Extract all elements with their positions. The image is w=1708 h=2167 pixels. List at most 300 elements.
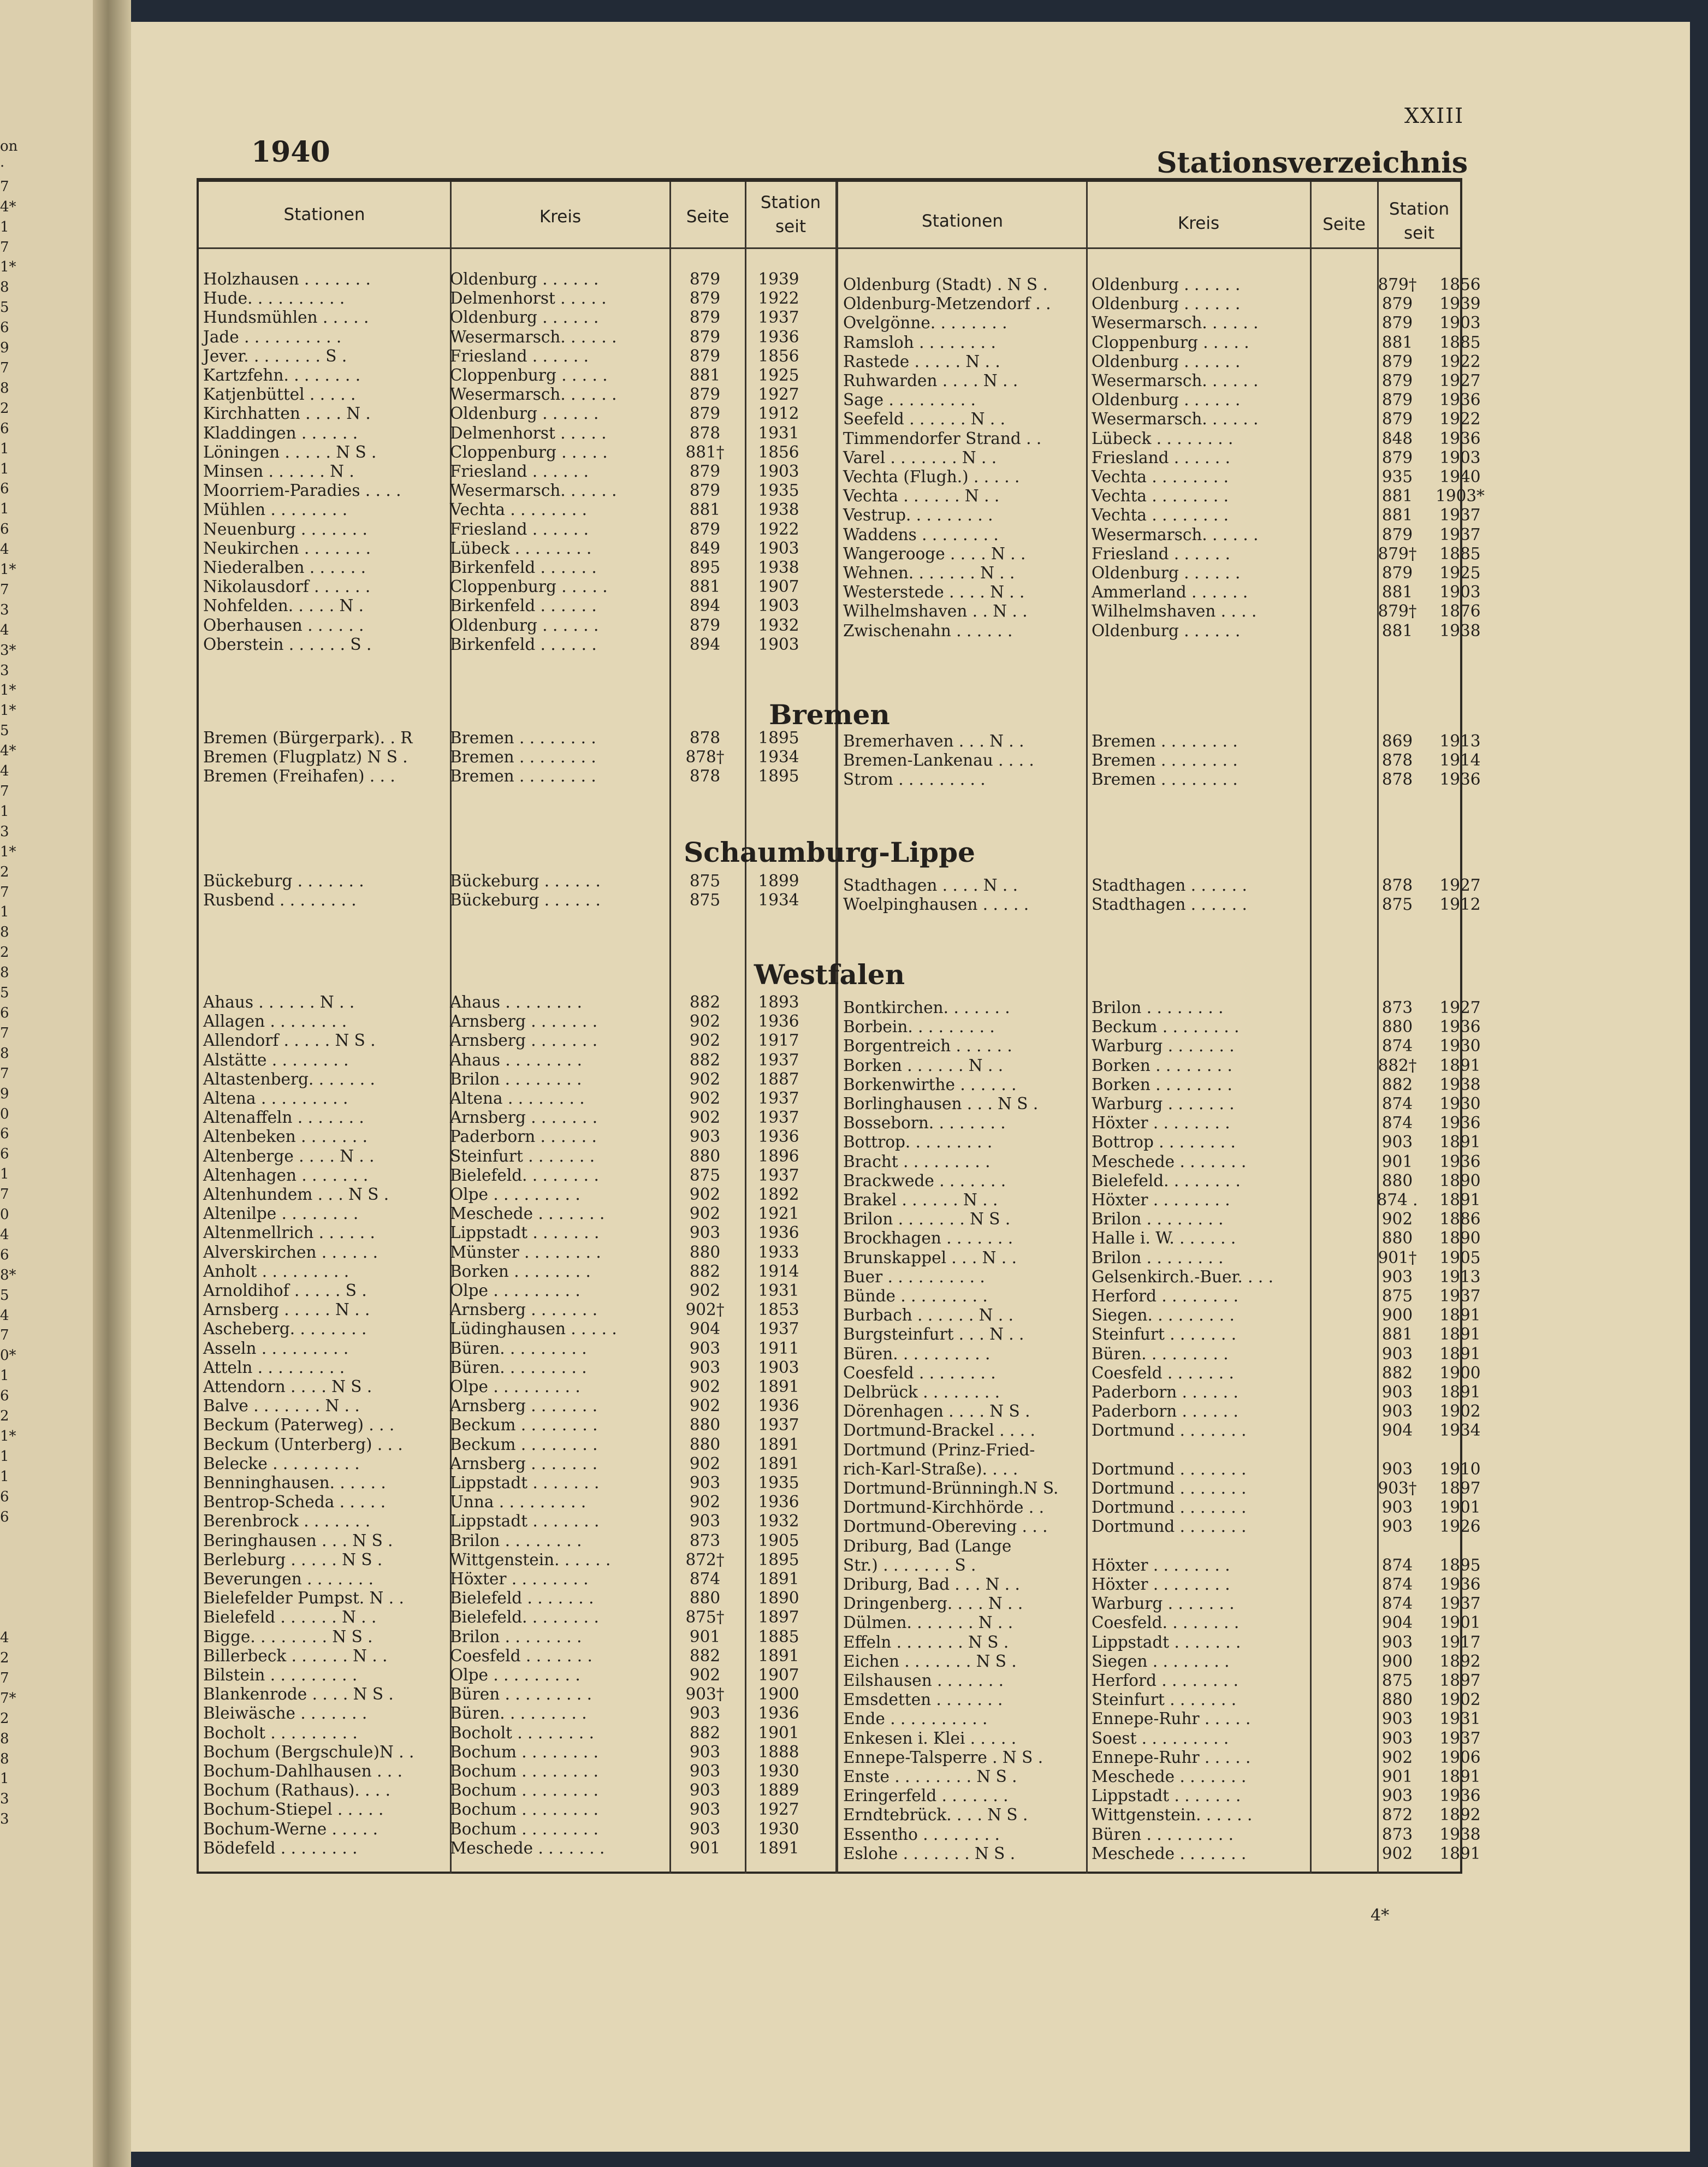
left-page-char: 4: [0, 541, 9, 558]
kreis-name: Oldenburg . . . . . .: [1092, 564, 1241, 582]
kreis-name: Coesfeld. . . . . . . .: [1092, 1613, 1240, 1632]
kreis-name: Wittgenstein. . . . . .: [450, 1550, 611, 1569]
station-name: Driburg, Bad (Lange: [843, 1536, 1012, 1555]
kreis-name: Friesland . . . . . .: [1092, 544, 1231, 563]
seite-value: 872†: [685, 1550, 725, 1569]
seit-year: 1912: [1439, 895, 1481, 914]
seite-value: 869: [1381, 732, 1413, 750]
seit-year: 1936: [1439, 1114, 1481, 1133]
seit-year: 1935: [758, 481, 799, 500]
seite-value: 880: [1381, 1171, 1413, 1190]
station-name: Wangerooge . . . . N . .: [843, 544, 1026, 563]
seite-value: 882: [1381, 1363, 1413, 1382]
seite-value: 879: [689, 308, 721, 327]
station-name: Dortmund-Obereving . . .: [843, 1517, 1048, 1536]
kreis-name: Brilon . . . . . . . .: [450, 1069, 582, 1088]
seit-year: 1895: [1439, 1555, 1481, 1574]
seit-year: 1934: [758, 891, 799, 910]
seit-year: 1903: [758, 1358, 799, 1377]
seite-value: 875: [689, 1165, 721, 1185]
left-page-char: 1: [0, 501, 9, 518]
station-name: Bremerhaven . . . N . .: [843, 732, 1024, 750]
kreis-name: Lippstadt . . . . . . .: [450, 1473, 600, 1492]
kreis-name: Birkenfeld . . . . . .: [450, 558, 597, 577]
station-name: Jever. . . . . . . . S .: [203, 346, 347, 365]
kreis-name: Arnsberg . . . . . . .: [450, 1300, 598, 1319]
seite-value: 873: [689, 1531, 721, 1550]
seite-value: 901: [1381, 1152, 1413, 1171]
seite-value: 903: [1381, 1383, 1413, 1401]
kreis-name: Bocholt . . . . . . . .: [450, 1723, 595, 1742]
kreis-name: Friesland . . . . . .: [450, 519, 589, 538]
kreis-name: Bückeburg . . . . . .: [450, 891, 601, 910]
kreis-name: Höxter . . . . . . . .: [1092, 1114, 1230, 1133]
station-name: Berleburg . . . . . N S .: [203, 1550, 383, 1569]
seit-year: 1936: [1439, 770, 1481, 789]
seite-value: 902: [689, 1108, 721, 1127]
station-name: Allagen . . . . . . . .: [203, 1012, 347, 1031]
seit-year: 1895: [758, 729, 799, 747]
column-rule-center: [835, 182, 838, 1874]
station-name: Bödefeld . . . . . . . .: [203, 1838, 358, 1857]
station-name: Ende . . . . . . . . . .: [843, 1709, 988, 1728]
seite-value: 879: [689, 462, 721, 481]
kreis-name: Wesermarsch. . . . . .: [450, 385, 617, 404]
seit-year: 1936: [758, 1012, 799, 1031]
left-page-char: 8: [0, 924, 9, 941]
station-name: Nohfelden. . . . . N .: [203, 596, 364, 615]
station-name: Altena . . . . . . . . .: [203, 1089, 348, 1108]
kreis-name: Vechta . . . . . . . .: [1092, 487, 1229, 506]
station-name: Dortmund-Kirchhörde . .: [843, 1498, 1045, 1517]
seite-value: 903: [689, 1800, 721, 1819]
seite-value: 879†: [1378, 602, 1417, 621]
station-name: Stadthagen . . . . N . .: [843, 876, 1018, 895]
column-rule: [1086, 182, 1088, 1874]
kreis-name: Birkenfeld . . . . . .: [450, 635, 597, 654]
seite-value: 881†: [685, 442, 725, 461]
seit-year: 1934: [758, 748, 799, 767]
station-name: Eichen . . . . . . . N S .: [843, 1651, 1017, 1671]
kreis-name: Büren. . . . . . . . .: [450, 1704, 587, 1723]
seite-value: 880: [689, 1146, 721, 1165]
kreis-name: Bremen . . . . . . . .: [1092, 751, 1238, 770]
station-name: Burgsteinfurt . . . N . .: [843, 1325, 1024, 1344]
station-name: Altenhundem . . . N S .: [203, 1185, 389, 1204]
left-page-char: 7: [0, 1327, 9, 1344]
left-page-char: 1: [0, 218, 9, 235]
station-name: Ramsloh . . . . . . . .: [843, 333, 996, 352]
station-name: Bielefeld . . . . . . N . .: [203, 1608, 377, 1627]
seit-year: 1936: [1439, 429, 1481, 448]
kreis-name: Arnsberg . . . . . . .: [450, 1454, 598, 1473]
left-page-char: 1: [0, 803, 9, 820]
seit-year: 1891: [758, 1570, 799, 1588]
left-page-char: 6: [0, 1246, 9, 1263]
col-header-kreis: Kreis: [539, 207, 582, 227]
seit-year: 1931: [758, 1281, 799, 1300]
seite-value: 903: [689, 1127, 721, 1146]
seit-year: 1932: [758, 615, 799, 635]
station-name: Enste . . . . . . . . N S .: [843, 1767, 1017, 1786]
seite-value: 849: [689, 538, 721, 558]
station-name: Oberstein . . . . . . S .: [203, 635, 372, 654]
seite-value: 880: [1381, 1229, 1413, 1248]
kreis-name: Meschede . . . . . . .: [450, 1838, 605, 1857]
seit-year: 1937: [758, 1416, 799, 1435]
left-page-char: 8: [0, 279, 9, 296]
seite-value: 882: [689, 1646, 721, 1665]
kreis-name: Paderborn . . . . . .: [1092, 1402, 1238, 1421]
kreis-name: Wilhelmshaven . . . .: [1092, 602, 1257, 621]
seite-value: 879: [689, 289, 721, 308]
seite-value: 880: [689, 1589, 721, 1608]
kreis-name: Cloppenburg . . . . .: [450, 442, 608, 461]
seit-year: 1938: [1439, 621, 1481, 640]
left-page-char: 1*: [0, 561, 16, 578]
seit-year: 1905: [1439, 1248, 1481, 1267]
seit-year: 1853: [758, 1300, 799, 1319]
kreis-name: Wittgenstein. . . . . .: [1092, 1805, 1253, 1825]
seite-value: 894: [689, 596, 721, 615]
station-name: Asseln . . . . . . . . .: [203, 1339, 349, 1358]
kreis-name: Bielefeld. . . . . . . .: [1092, 1171, 1241, 1190]
station-name: Altenberge . . . . N . .: [203, 1146, 375, 1165]
seite-value: 875: [1381, 895, 1413, 914]
seit-year: 1891: [758, 1454, 799, 1473]
seite-value: 848: [1381, 429, 1413, 448]
kreis-name: Arnsberg . . . . . . .: [450, 1012, 598, 1031]
station-name: Kartzfehn. . . . . . . .: [203, 366, 361, 384]
kreis-name: Brilon . . . . . . . .: [450, 1627, 582, 1646]
kreis-name: Bochum . . . . . . . .: [450, 1781, 598, 1800]
kreis-name: Bielefeld. . . . . . . .: [450, 1608, 599, 1627]
station-name: Kladdingen . . . . . .: [203, 423, 358, 442]
kreis-name: Bottrop . . . . . . . .: [1092, 1133, 1236, 1152]
seite-value: 900: [1381, 1306, 1413, 1325]
kreis-name: Wesermarsch. . . . . .: [1092, 410, 1259, 429]
seite-value: 903: [1381, 1498, 1413, 1517]
kreis-name: Coesfeld . . . . . . .: [450, 1646, 592, 1665]
seite-value: 901: [689, 1627, 721, 1646]
seite-value: 881: [1381, 621, 1413, 640]
left-page-char: 1: [0, 440, 9, 457]
seit-year: 1891: [1439, 1767, 1481, 1786]
station-name: Buer . . . . . . . . . .: [843, 1267, 985, 1286]
station-name: Rusbend . . . . . . . .: [203, 891, 357, 910]
seit-year: 1936: [758, 1493, 799, 1512]
kreis-name: Bremen . . . . . . . .: [1092, 770, 1238, 789]
kreis-name: Borken . . . . . . . .: [1092, 1056, 1232, 1075]
seit-year: 1891: [758, 1838, 799, 1857]
station-name: Oldenburg (Stadt) . N S .: [843, 275, 1048, 294]
station-name: Altenilpe . . . . . . . .: [203, 1204, 359, 1223]
station-name: Bilstein . . . . . . . . .: [203, 1666, 358, 1684]
left-page-char: 1*: [0, 682, 16, 699]
kreis-name: Wesermarsch. . . . . .: [450, 481, 617, 500]
seit-year: 1891: [758, 1377, 799, 1396]
kreis-name: Lübeck . . . . . . . .: [450, 538, 592, 558]
kreis-name: Höxter . . . . . . . .: [1092, 1191, 1230, 1209]
kreis-name: Wesermarsch. . . . . .: [1092, 371, 1259, 390]
seite-value: 882: [689, 1262, 721, 1281]
left-page-char: 3: [0, 601, 9, 618]
station-name: Niederalben . . . . . .: [203, 558, 366, 577]
station-name: Allendorf . . . . . N S .: [203, 1031, 376, 1050]
seite-value: 902: [689, 1031, 721, 1050]
seite-value: 904: [689, 1319, 721, 1339]
left-page-char: 6: [0, 1388, 9, 1405]
left-page-char: 1*: [0, 702, 16, 719]
kreis-name: Büren. . . . . . . . .: [450, 1358, 587, 1377]
seit-year: 1891: [1439, 1344, 1481, 1363]
kreis-name: Warburg . . . . . . .: [1092, 1094, 1235, 1113]
station-name: Bremen (Freihafen) . . .: [203, 767, 395, 786]
station-name: Sage . . . . . . . . .: [843, 390, 976, 410]
seit-year: 1925: [1439, 564, 1481, 582]
left-page-char: 5: [0, 1287, 9, 1304]
station-name: Neuenburg . . . . . . .: [203, 519, 367, 538]
station-name: Balve . . . . . . . N . .: [203, 1396, 360, 1416]
station-table: [197, 178, 1485, 1874]
station-name: Varel . . . . . . . N . .: [843, 448, 997, 467]
kreis-name: Oldenburg . . . . . .: [1092, 294, 1241, 313]
kreis-name: Bochum . . . . . . . .: [450, 1762, 598, 1780]
kreis-name: Friesland . . . . . .: [450, 462, 589, 481]
seit-year: 1911: [758, 1339, 799, 1358]
kreis-name: Friesland . . . . . .: [450, 346, 589, 365]
kreis-name: Lippstadt . . . . . . .: [450, 1223, 600, 1242]
left-page-char: 9: [0, 340, 9, 357]
kreis-name: Oldenburg . . . . . .: [450, 308, 599, 327]
kreis-name: Beckum . . . . . . . .: [450, 1416, 598, 1435]
seit-year: 1891: [1439, 1383, 1481, 1401]
left-page-char: 4: [0, 1226, 9, 1243]
kreis-name: Altena . . . . . . . .: [450, 1089, 585, 1108]
seit-year: 1891: [758, 1646, 799, 1665]
seite-value: 881: [689, 366, 721, 384]
seit-year: 1936: [758, 1127, 799, 1146]
kreis-name: Büren . . . . . . . . .: [450, 1685, 592, 1704]
kreis-name: Dortmund . . . . . . .: [1092, 1421, 1247, 1440]
seite-value: 902: [689, 1204, 721, 1223]
seite-value: 879: [1381, 410, 1413, 429]
seit-year: 1903: [1439, 583, 1481, 602]
left-page-char: 1*: [0, 259, 16, 276]
seit-year: 1937: [758, 1089, 799, 1108]
station-name: Alverskirchen . . . . . .: [203, 1242, 378, 1262]
seite-value: 903: [689, 1819, 721, 1838]
book-spine: [93, 0, 131, 2167]
kreis-name: Ahaus . . . . . . . .: [450, 993, 583, 1011]
left-page-char: 7: [0, 1186, 9, 1203]
seit-year: 1902: [1439, 1402, 1481, 1421]
station-name: Zwischenahn . . . . . .: [843, 621, 1013, 640]
station-name: Westerstede . . . . N . .: [843, 583, 1025, 602]
seit-year: 1903: [758, 635, 799, 654]
seit-year: 1940: [1439, 467, 1481, 486]
seite-value: 903: [1381, 1728, 1413, 1748]
left-page-char: 1: [0, 1771, 9, 1787]
station-name: Arnsberg . . . . . N . .: [203, 1300, 370, 1319]
col-header-kreis-right: Kreis: [1177, 214, 1220, 233]
left-page-char: 2: [0, 400, 9, 417]
station-name: Seefeld . . . . . . N . .: [843, 410, 1006, 429]
kreis-name: Birkenfeld . . . . . .: [450, 596, 597, 615]
station-name: Bochum (Rathaus). . . .: [203, 1781, 391, 1800]
seit-year: 1936: [1439, 390, 1481, 410]
kreis-name: Olpe . . . . . . . . .: [450, 1666, 580, 1684]
kreis-name: Lippstadt . . . . . . .: [450, 1512, 600, 1531]
kreis-name: Meschede . . . . . . .: [450, 1204, 605, 1223]
station-name: Bielefelder Pumpst. N . .: [203, 1589, 404, 1608]
seit-year: 1897: [758, 1608, 799, 1627]
seite-value: 879: [1381, 352, 1413, 371]
kreis-name: Steinfurt . . . . . . .: [1092, 1325, 1237, 1344]
seit-year: 1897: [1439, 1479, 1481, 1497]
left-page-char: 1: [0, 1468, 9, 1485]
seit-year: 1931: [758, 423, 799, 442]
kreis-name: Büren . . . . . . . . .: [1092, 1825, 1234, 1844]
column-rule: [1310, 182, 1312, 1874]
left-page-char: ·: [0, 158, 5, 175]
kreis-name: Steinfurt . . . . . . .: [1092, 1690, 1237, 1709]
station-name: Ascheberg. . . . . . . .: [203, 1319, 367, 1339]
seit-year: 1885: [1439, 333, 1481, 352]
seit-year: 1891: [758, 1435, 799, 1454]
station-name: Borken . . . . . . N . .: [843, 1056, 1004, 1075]
seit-year: 1892: [1439, 1651, 1481, 1671]
kreis-name: Oldenburg . . . . . .: [450, 615, 599, 635]
seite-value: 882†: [1378, 1056, 1417, 1075]
seit-year: 1937: [758, 1165, 799, 1185]
seite-value: 873: [1381, 1825, 1413, 1844]
kreis-name: Bremen . . . . . . . .: [450, 748, 596, 767]
seite-value: 903: [1381, 1267, 1413, 1286]
kreis-name: Brilon . . . . . . . .: [1092, 1248, 1224, 1267]
seite-value: 882: [689, 1723, 721, 1742]
station-name: Essentho . . . . . . . .: [843, 1825, 1000, 1844]
left-page-char: 1: [0, 1448, 9, 1465]
seit-year: 1937: [1439, 1728, 1481, 1748]
col-header-seit: seit: [775, 217, 806, 236]
kreis-name: Herford . . . . . . . .: [1092, 1287, 1238, 1305]
left-page-char: 7: [0, 581, 9, 598]
left-page-char: 7: [0, 1065, 9, 1082]
seit-year: 1903*: [1436, 487, 1485, 506]
seit-year: 1933: [758, 1242, 799, 1262]
seite-value: 878: [1381, 751, 1413, 770]
kreis-name: Bielefeld . . . . . . .: [450, 1589, 594, 1608]
station-name: Altenhagen . . . . . . .: [203, 1165, 369, 1185]
seite-value: 902: [689, 1281, 721, 1300]
seite-value: 879†: [1378, 544, 1417, 563]
kreis-name: Oldenburg . . . . . .: [1092, 352, 1241, 371]
kreis-name: Bremen . . . . . . . .: [450, 767, 596, 786]
station-name: Bückeburg . . . . . . .: [203, 872, 364, 890]
kreis-name: Meschede . . . . . . .: [1092, 1152, 1247, 1171]
seite-value: 878: [689, 423, 721, 442]
col-header-seite-right: Seite: [1322, 215, 1366, 234]
seit-year: 1886: [1439, 1210, 1481, 1229]
station-name: Strom . . . . . . . . .: [843, 770, 986, 789]
seite-value: 879: [689, 404, 721, 423]
seite-value: 902: [1381, 1210, 1413, 1229]
kreis-name: Bückeburg . . . . . .: [450, 872, 601, 890]
col-header-stationen: Stationen: [283, 205, 365, 224]
left-page-char: on: [0, 138, 18, 155]
seit-year: 1937: [758, 1108, 799, 1127]
station-name: Rastede . . . . . N . .: [843, 352, 1000, 371]
seite-value: 903: [689, 1512, 721, 1531]
seite-value: 881: [689, 500, 721, 519]
seite-value: 882: [1381, 1075, 1413, 1094]
seite-value: 903: [689, 1762, 721, 1780]
seit-year: 1903: [1439, 448, 1481, 467]
left-page-char: 5: [0, 723, 9, 739]
seit-year: 1897: [1439, 1671, 1481, 1690]
seite-value: 900: [1381, 1651, 1413, 1671]
station-name: Dortmund-Brünningh.N S.: [843, 1479, 1059, 1497]
left-page-char: 6: [0, 319, 9, 336]
kreis-name: Wesermarsch. . . . . .: [450, 327, 617, 346]
left-page-char: 5: [0, 299, 9, 316]
seit-year: 1901: [758, 1723, 799, 1742]
station-name: Minsen . . . . . . N .: [203, 462, 354, 481]
seite-value: 875: [689, 891, 721, 910]
kreis-name: Vechta . . . . . . . .: [1092, 506, 1229, 525]
kreis-name: Cloppenburg . . . . .: [1092, 333, 1249, 352]
seite-value: 882: [689, 993, 721, 1011]
seite-value: 880: [689, 1242, 721, 1262]
seit-year: 1927: [1439, 998, 1481, 1017]
kreis-name: Borken . . . . . . . .: [450, 1262, 591, 1281]
seit-year: 1856: [758, 346, 799, 365]
left-page-char: 5: [0, 985, 9, 1002]
seit-year: 1922: [758, 519, 799, 538]
left-page-char: 1*: [0, 843, 16, 860]
left-page-char: 7: [0, 884, 9, 901]
seit-year: 1938: [758, 500, 799, 519]
seite-value: 902: [689, 1377, 721, 1396]
station-name: Oldenburg-Metzendorf . .: [843, 294, 1051, 313]
seit-year: 1900: [1439, 1363, 1481, 1382]
station-name: Katjenbüttel . . . . .: [203, 385, 356, 404]
station-name: Eilshausen . . . . . . .: [843, 1671, 1004, 1690]
page-roman-number: XXIII: [1404, 104, 1464, 128]
seite-value: 879: [1381, 564, 1413, 582]
seit-year: 1927: [1439, 876, 1481, 895]
left-page-char: 3: [0, 1791, 9, 1808]
seite-value: 902: [689, 1454, 721, 1473]
kreis-name: Meschede . . . . . . .: [1092, 1844, 1247, 1863]
seit-year: 1901: [1439, 1613, 1481, 1632]
seite-value: 879: [1381, 371, 1413, 390]
left-page-char: 6: [0, 1146, 9, 1163]
seit-year: 1891: [1439, 1844, 1481, 1863]
station-name: Ennepe-Talsperre . N S .: [843, 1748, 1043, 1767]
seit-year: 1938: [1439, 1075, 1481, 1094]
station-name: Woelpinghausen . . . . .: [843, 895, 1029, 914]
station-name: Altastenberg. . . . . . .: [203, 1069, 375, 1088]
seit-year: 1891: [1439, 1133, 1481, 1152]
station-name: Ruhwarden . . . . N . .: [843, 371, 1018, 390]
station-name: Bremen (Flugplatz) N S .: [203, 748, 408, 767]
seite-value: 903: [1381, 1632, 1413, 1651]
kreis-name: Dortmund . . . . . . .: [1092, 1498, 1247, 1517]
seit-year: 1914: [758, 1262, 799, 1281]
seit-year: 1937: [1439, 506, 1481, 525]
